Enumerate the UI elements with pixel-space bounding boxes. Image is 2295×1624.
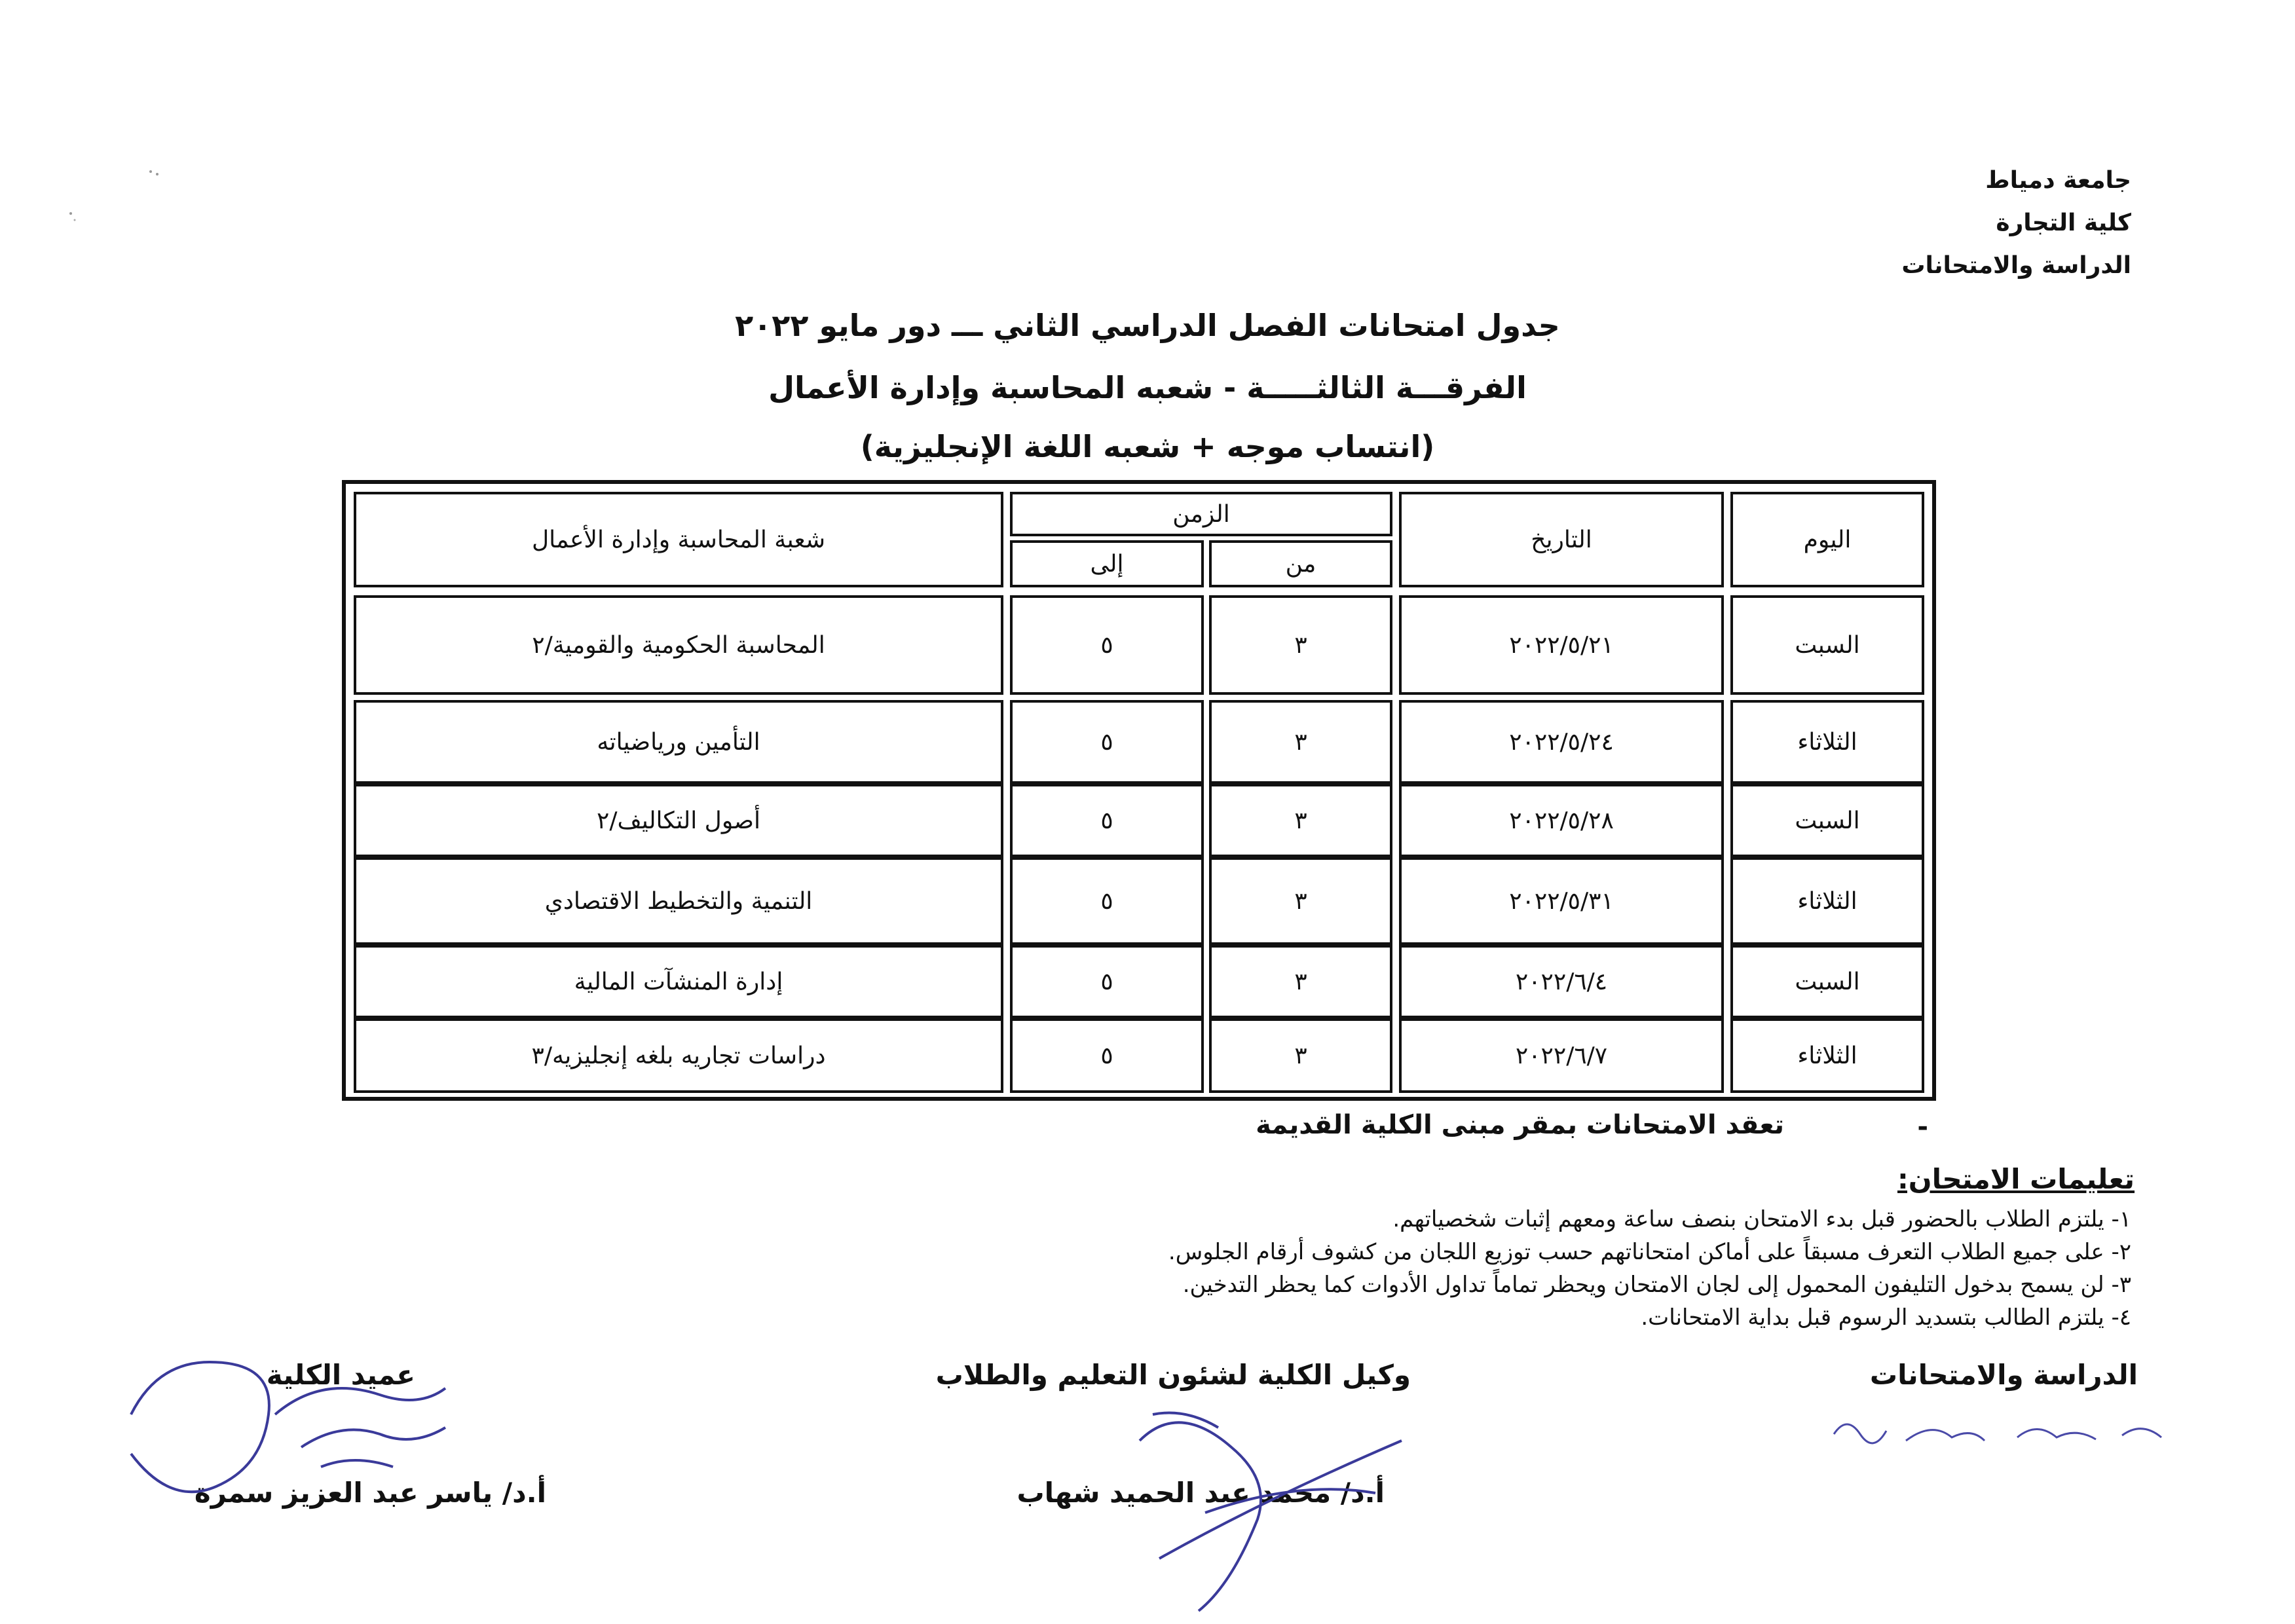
header-time: الزمن	[1010, 492, 1392, 536]
vice-dean-signature	[1100, 1388, 1415, 1624]
row-4-day: الثلاثاء	[1730, 857, 1924, 945]
row-5-from: ٣	[1209, 945, 1392, 1018]
row-6-day: الثلاثاء	[1730, 1018, 1924, 1093]
row-6-date: ٢٠٢٢/٦/٧	[1399, 1018, 1724, 1093]
dean-title: عميد الكلية	[266, 1359, 415, 1391]
year-division-title: الفرقـــة الثالثـــــة - شعبه المحاسبة وإدارة الأعمال	[768, 370, 1527, 405]
row-1-day: السبت	[1730, 595, 1924, 695]
header-subject: شعبة المحاسبة وإدارة الأعمال	[354, 492, 1003, 587]
instruction-2: ٢- على جميع الطلاب التعرف مسبقاً على أماكن امتحاناتهم حسب توزيع اللجان من كشوف أرقام الجلوس.	[1168, 1239, 2131, 1265]
row-3-date: ٢٠٢٢/٥/٢٨	[1399, 784, 1724, 857]
row-5-subject: إدارة المنشآت المالية	[354, 945, 1003, 1018]
schedule-title: جدول امتحانات الفصل الدراسي الثاني ـــ دور مايو ٢٠٢٢	[735, 308, 1560, 343]
instruction-4: ٤- يلتزم الطالب بتسديد الرسوم قبل بداية الامتحانات.	[1641, 1304, 2131, 1331]
row-3-day: السبت	[1730, 784, 1924, 857]
instructions-title: تعليمات الامتحان:	[1897, 1163, 2135, 1195]
row-5-day: السبت	[1730, 945, 1924, 1018]
dean-name: أ.د/ ياسر عبد العزيز سمرة	[194, 1477, 546, 1509]
vice-dean-title: وكيل الكلية لشئون التعليم والطلاب	[935, 1359, 1411, 1391]
note-bullet: -	[1917, 1112, 1928, 1142]
exams-office-handwritten-signature	[1821, 1401, 2188, 1460]
header-from: من	[1209, 540, 1392, 587]
instruction-3: ٣- لن يسمح بدخول التليفون المحمول إلى لجان الامتحان ويحظر تماماً تداول الأدوات كما يحظر التدخين.	[1182, 1272, 2131, 1298]
row-5-to: ٥	[1010, 945, 1204, 1018]
exam-schedule-table	[342, 480, 1936, 1101]
department-name: الدراسة والامتحانات	[1901, 252, 2131, 279]
instruction-1: ١- يلتزم الطلاب بالحضور قبل بدء الامتحان بنصف ساعة ومعهم إثبات شخصياتهم.	[1392, 1206, 2131, 1232]
vice-dean-name: أ.د/ محمد عبد الحميد شهاب	[1017, 1477, 1385, 1509]
row-4-to: ٥	[1010, 857, 1204, 945]
enrollment-subtitle: (انتساب موجه + شعبه اللغة الإنجليزية)	[860, 429, 1435, 464]
row-3-subject: أصول التكاليف/٢	[354, 784, 1003, 857]
row-6-subject: دراسات تجاريه بلغه إنجليزيه/٣	[354, 1018, 1003, 1093]
row-6-from: ٣	[1209, 1018, 1392, 1093]
row-3-from: ٣	[1209, 784, 1392, 857]
row-2-from: ٣	[1209, 700, 1392, 784]
row-1-to: ٥	[1010, 595, 1204, 695]
row-4-date: ٢٠٢٢/٥/٣١	[1399, 857, 1724, 945]
row-2-day: الثلاثاء	[1730, 700, 1924, 784]
row-2-to: ٥	[1010, 700, 1204, 784]
row-3-to: ٥	[1010, 784, 1204, 857]
row-4-from: ٣	[1209, 857, 1392, 945]
row-2-subject: التأمين ورياضياته	[354, 700, 1003, 784]
header-day: اليوم	[1730, 492, 1924, 587]
header-to: إلى	[1010, 540, 1204, 587]
row-6-to: ٥	[1010, 1018, 1204, 1093]
scan-specks	[65, 157, 196, 236]
row-5-date: ٢٠٢٢/٦/٤	[1399, 945, 1724, 1018]
university-name: جامعة دمياط	[1985, 167, 2131, 194]
row-4-subject: التنمية والتخطيط الاقتصادي	[354, 857, 1003, 945]
row-1-date: ٢٠٢٢/٥/٢١	[1399, 595, 1724, 695]
faculty-name: كلية التجارة	[1996, 210, 2131, 236]
venue-note: تعقد الامتحانات بمقر مبنى الكلية القديمة	[1256, 1110, 1784, 1140]
header-date: التاريخ	[1399, 492, 1724, 587]
exams-office-title: الدراسة والامتحانات	[1869, 1359, 2138, 1391]
dean-signature	[105, 1336, 472, 1532]
row-1-from: ٣	[1209, 595, 1392, 695]
row-1-subject: المحاسبة الحكومية والقومية/٢	[354, 595, 1003, 695]
row-2-date: ٢٠٢٢/٥/٢٤	[1399, 700, 1724, 784]
